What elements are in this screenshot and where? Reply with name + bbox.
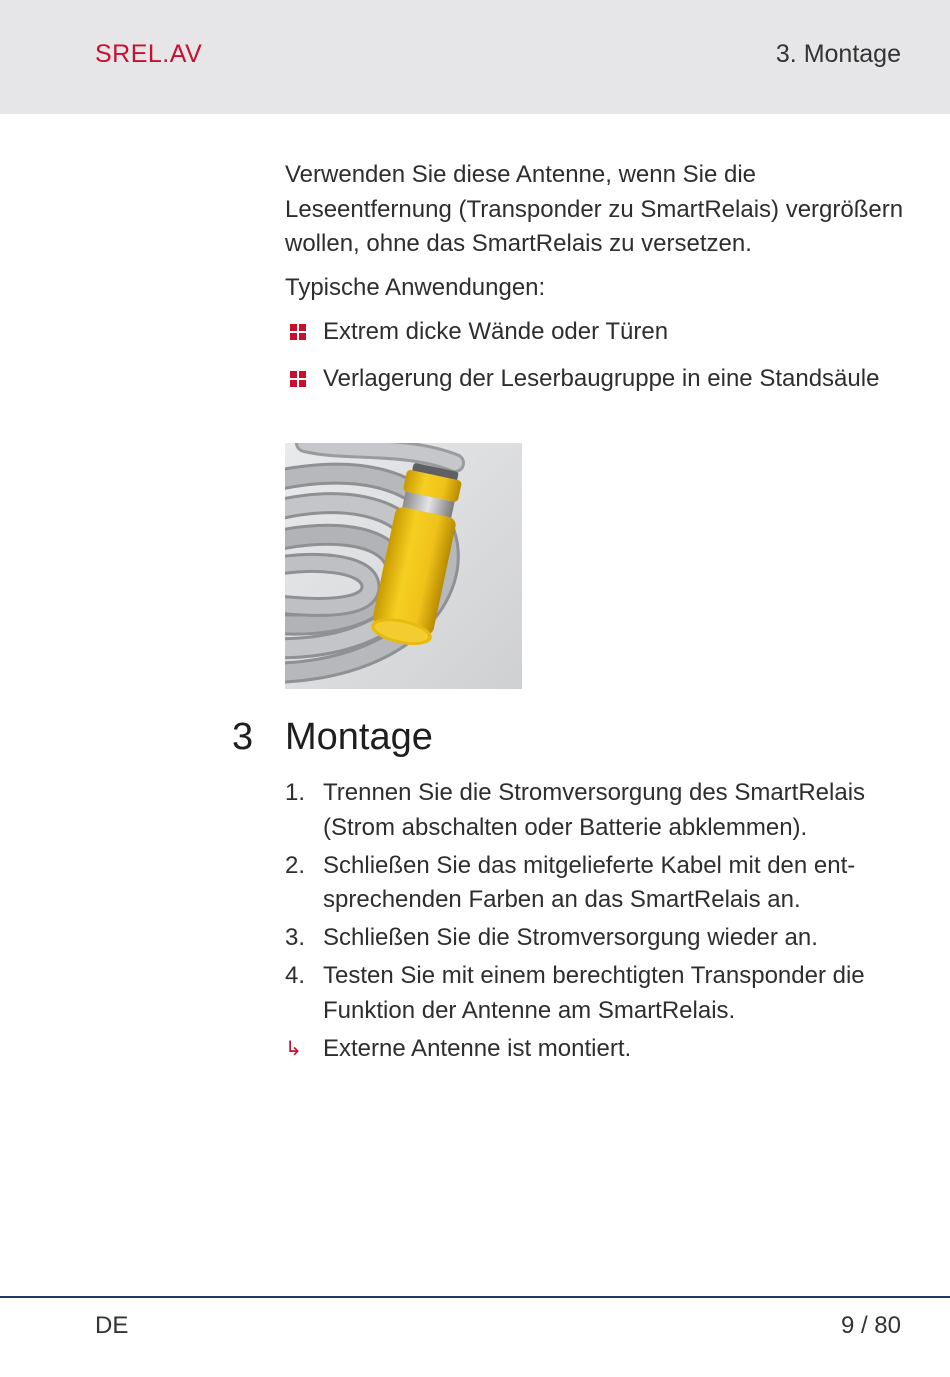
bullet-square-icon: [290, 324, 306, 340]
list-item: [285, 921, 910, 956]
section-number: 3: [232, 716, 254, 758]
step-number: 4.: [285, 962, 306, 989]
list-item: [285, 362, 905, 397]
section-heading: [232, 716, 433, 759]
step-text: Trennen Sie die Stromversorgung des SmartRelais (Strom abschalten oder Batterie abklemmen).: [323, 779, 866, 841]
result-arrow-icon: ↳: [285, 1037, 302, 1060]
result-text: Externe Antenne ist montiert.: [323, 1034, 632, 1062]
page-header: [0, 0, 950, 114]
bullet-list: [285, 315, 905, 396]
step-number: 3.: [285, 924, 306, 951]
step-text: Schließen Sie das mitgelieferte Kabel mit den ent-sprechenden Farben an das SmartRelais an.: [323, 851, 856, 913]
intro-paragraph: Verwenden Sie diese Antenne, wenn Sie die Leseentfernung (Transponder zu SmartRelais) vergrößern wollen, ohne das SmartRelais zu versetzen.: [285, 161, 904, 257]
footer-divider: [0, 1296, 950, 1298]
header-section-title: 3. Montage: [775, 40, 901, 68]
brand-label: SREL.AV: [95, 40, 203, 68]
intro-block: [285, 158, 905, 408]
antenna-photo-drawing: [285, 443, 522, 689]
list-item: [285, 315, 905, 350]
step-number: 2.: [285, 851, 306, 879]
page-number: 9 / 80: [840, 1312, 901, 1339]
step-text: Testen Sie mit einem berechtigten Transponder die Funktion der Antenne am SmartRelais.: [323, 962, 865, 1024]
bullet-text: Extrem dicke Wände oder Türen: [323, 318, 669, 345]
list-item: [285, 849, 910, 918]
footer-language: DE: [95, 1312, 129, 1339]
step-list: [285, 776, 910, 1070]
step-number: 1.: [285, 779, 306, 806]
step-text: Schließen Sie die Stromversorgung wieder an.: [323, 924, 818, 951]
result-item: [285, 1032, 910, 1067]
list-item: [285, 959, 910, 1028]
section-title: Montage: [285, 716, 433, 758]
typical-uses-label: Typische Anwendungen:: [285, 273, 546, 301]
bullet-text: Verlagerung der Leserbaugruppe in eine Standsäule: [323, 364, 880, 392]
bullet-square-icon: [290, 371, 306, 387]
antenna-cable-photo: [285, 443, 522, 689]
list-item: [285, 776, 910, 845]
